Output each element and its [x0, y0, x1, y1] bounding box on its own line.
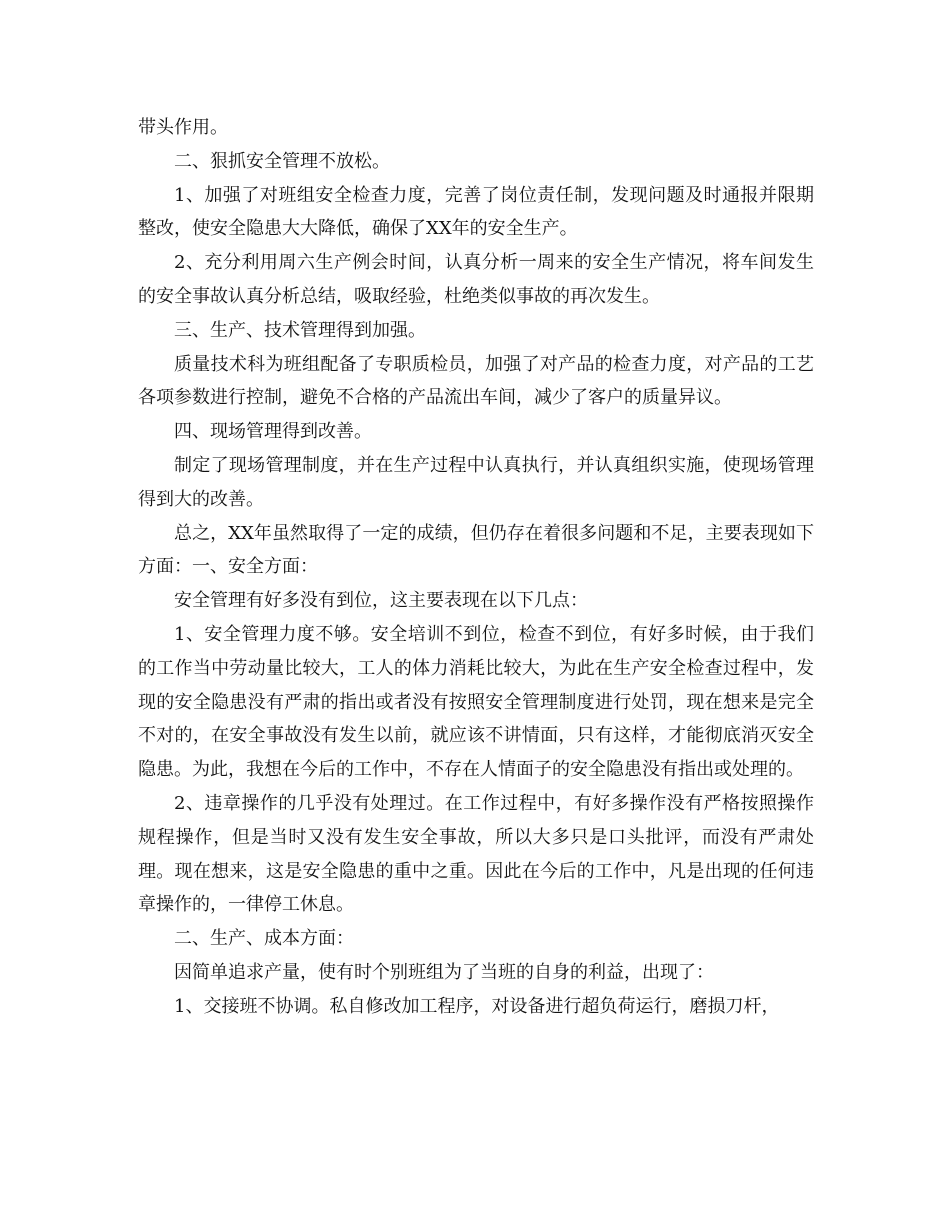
- paragraph-9: 总之，XX年虽然取得了一定的成绩，但仍存在着很多问题和不足，主要表现如下方面：一、安全方面：: [138, 522, 814, 578]
- paragraph-10: 安全管理有好多没有到位，这主要表现在以下几点：: [174, 590, 588, 612]
- paragraph-8: 制定了现场管理制度，并在生产过程中认真执行，并认真组织实施，使现场管理得到大的改善。: [138, 454, 814, 510]
- paragraph-15: 1、交接班不协调。私自修改加工程序，对设备进行超负荷运行，磨损刀杆，: [174, 995, 780, 1017]
- paragraph-13: 二、生产、成本方面：: [174, 928, 354, 950]
- document-body: [138, 111, 814, 1024]
- paragraph-3: 1、加强了对班组安全检查力度，完善了岗位责任制，发现问题及时通报并限期整改，使安全隐患大大降低，确保了XX年的安全生产。: [138, 184, 814, 240]
- paragraph-14: 因简单追求产量，使有时个别班组为了当班的自身的利益，出现了：: [174, 961, 714, 983]
- paragraph-4: 2、充分利用周六生产例会时间，认真分析一周来的安全生产情况，将车间发生的安全事故认真分析总结，吸取经验，杜绝类似事故的再次发生。: [138, 252, 814, 307]
- paragraph-11: 1、安全管理力度不够。安全培训不到位，检查不到位，有好多时候，由于我们的工作当中劳动量比较大，工人的体力消耗比较大，为此在生产安全检查过程中，发现的安全隐患没有严肃的指出或者没有按照安全管理制度进行处罚，现在想来是完全不对的，在安全事故没有发生以前，就应该不讲情面，只有这样，才能彻底消灭安全隐患。为此，我想在今后的工作中，不存在人情面子的安全隐患没有指出或处理的。: [138, 623, 814, 781]
- paragraph-7: 四、现场管理得到改善。: [174, 421, 372, 443]
- paragraph-5: 三、生产、技术管理得到加强。: [174, 319, 426, 341]
- paragraph-6: 质量技术科为班组配备了专职质检员，加强了对产品的检查力度，对产品的工艺各项参数进行控制，避免不合格的产品流出车间，减少了客户的质量异议。: [138, 353, 814, 409]
- paragraph-1: 带头作用。: [138, 117, 228, 138]
- paragraph-12: 2、违章操作的几乎没有处理过。在工作过程中，有好多操作没有严格按照操作规程操作，但是当时又没有发生安全事故，所以大多只是口头批评，而没有严肃处理。现在想来，这是安全隐患的重中之重。因此在今后的工作中，凡是出现的任何违章操作的，一律停工休息。: [138, 792, 814, 916]
- paragraph-2: 二、狠抓安全管理不放松。: [174, 150, 390, 172]
